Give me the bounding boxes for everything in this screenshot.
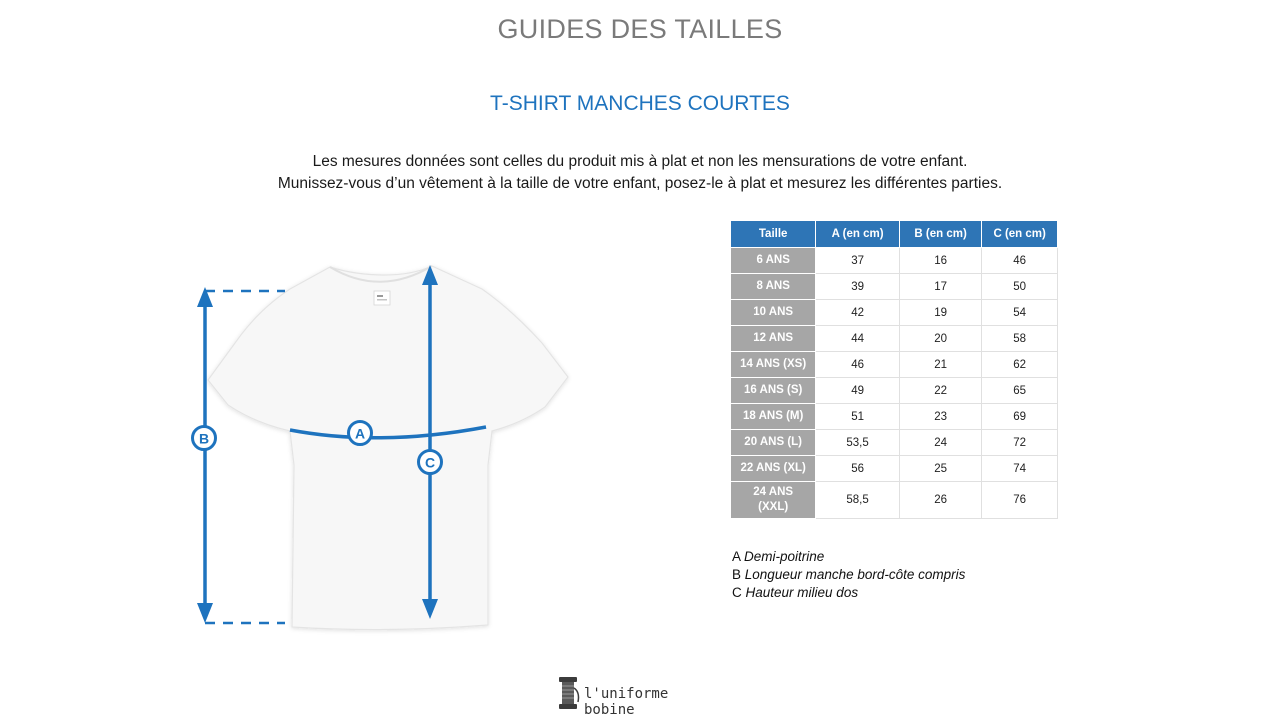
header-a: A (en cm) — [816, 221, 900, 248]
intro-line-2: Munissez-vous d’un vêtement à la taille de votre enfant, posez-le à plat et mesurez les différentes parties. — [277, 175, 1003, 192]
a-cell: 49 — [816, 378, 900, 404]
a-cell: 37 — [816, 248, 900, 274]
table-row — [731, 274, 1058, 300]
c-cell: 69 — [982, 404, 1058, 430]
table-row — [731, 378, 1058, 404]
header-size: Taille — [731, 221, 816, 248]
measurement-legend — [732, 548, 965, 602]
size-cell: 18 ANS (M) — [731, 404, 816, 430]
b-cell: 25 — [899, 456, 981, 482]
header-b: B (en cm) — [899, 221, 981, 248]
b-cell: 17 — [899, 274, 981, 300]
b-cell: 22 — [899, 378, 981, 404]
size-cell: 12 ANS — [731, 326, 816, 352]
tshirt-shape — [208, 266, 568, 630]
table-row — [731, 326, 1058, 352]
a-cell: 46 — [816, 352, 900, 378]
intro-text — [0, 151, 1280, 195]
size-cell: 22 ANS (XL) — [731, 456, 816, 482]
a-cell: 44 — [816, 326, 900, 352]
header-c: C (en cm) — [982, 221, 1058, 248]
size-cell: 16 ANS (S) — [731, 378, 816, 404]
a-cell: 51 — [816, 404, 900, 430]
a-cell: 58,5 — [816, 482, 900, 519]
size-cell: 8 ANS — [731, 274, 816, 300]
size-cell: 20 ANS (L) — [731, 430, 816, 456]
c-cell: 72 — [982, 430, 1058, 456]
label-tag — [374, 291, 390, 305]
page-title: GUIDES DES TAILLES — [497, 14, 783, 44]
table-row — [731, 430, 1058, 456]
size-cell: 10 ANS — [731, 300, 816, 326]
legend-item-a — [732, 548, 965, 566]
b-cell: 20 — [899, 326, 981, 352]
b-cell: 24 — [899, 430, 981, 456]
brand-name: l'uniforme bobine — [584, 686, 669, 718]
c-marker-label: C — [424, 454, 436, 471]
c-cell: 74 — [982, 456, 1058, 482]
spool-icon — [556, 676, 582, 710]
c-cell: 46 — [982, 248, 1058, 274]
b-cell: 21 — [899, 352, 981, 378]
a-cell: 56 — [816, 456, 900, 482]
a-marker-label: A — [354, 425, 366, 442]
brand-logo — [556, 676, 726, 718]
c-cell: 54 — [982, 300, 1058, 326]
legend-desc: Demi-poitrine — [744, 549, 825, 564]
legend-letter: C — [732, 585, 742, 600]
b-cell: 26 — [899, 482, 981, 519]
legend-desc: Longueur manche bord-côte compris — [744, 567, 966, 582]
table-header-row — [731, 221, 1058, 248]
a-cell: 39 — [816, 274, 900, 300]
a-cell: 53,5 — [816, 430, 900, 456]
size-cell: 14 ANS (XS) — [731, 352, 816, 378]
b-cell: 16 — [899, 248, 981, 274]
legend-letter: B — [732, 567, 742, 582]
size-table — [730, 220, 1058, 519]
c-cell: 50 — [982, 274, 1058, 300]
table-row — [731, 482, 1058, 519]
c-cell: 58 — [982, 326, 1058, 352]
c-cell: 76 — [982, 482, 1058, 519]
tshirt-diagram — [180, 255, 580, 640]
table-row — [731, 300, 1058, 326]
size-cell: 6 ANS — [731, 248, 816, 274]
table-row — [731, 352, 1058, 378]
b-arrow-head-bottom — [197, 603, 213, 623]
legend-letter: A — [732, 549, 741, 564]
size-cell: 24 ANS (XXL) — [731, 482, 816, 519]
b-cell: 19 — [899, 300, 981, 326]
legend-desc: Hauteur milieu dos — [745, 585, 859, 600]
legend-item-b — [732, 566, 965, 584]
c-cell: 62 — [982, 352, 1058, 378]
tshirt-measure-svg — [180, 255, 580, 640]
legend-item-c — [732, 584, 965, 602]
b-cell: 23 — [899, 404, 981, 430]
table-row — [731, 248, 1058, 274]
product-subtitle: T-SHIRT MANCHES COURTES — [490, 92, 790, 115]
intro-line-1: Les mesures données sont celles du produit mis à plat et non les mensurations de votre enfant. — [312, 153, 968, 170]
table-row — [731, 456, 1058, 482]
b-marker-label: B — [198, 430, 210, 447]
table-row — [731, 404, 1058, 430]
c-cell: 65 — [982, 378, 1058, 404]
a-cell: 42 — [816, 300, 900, 326]
